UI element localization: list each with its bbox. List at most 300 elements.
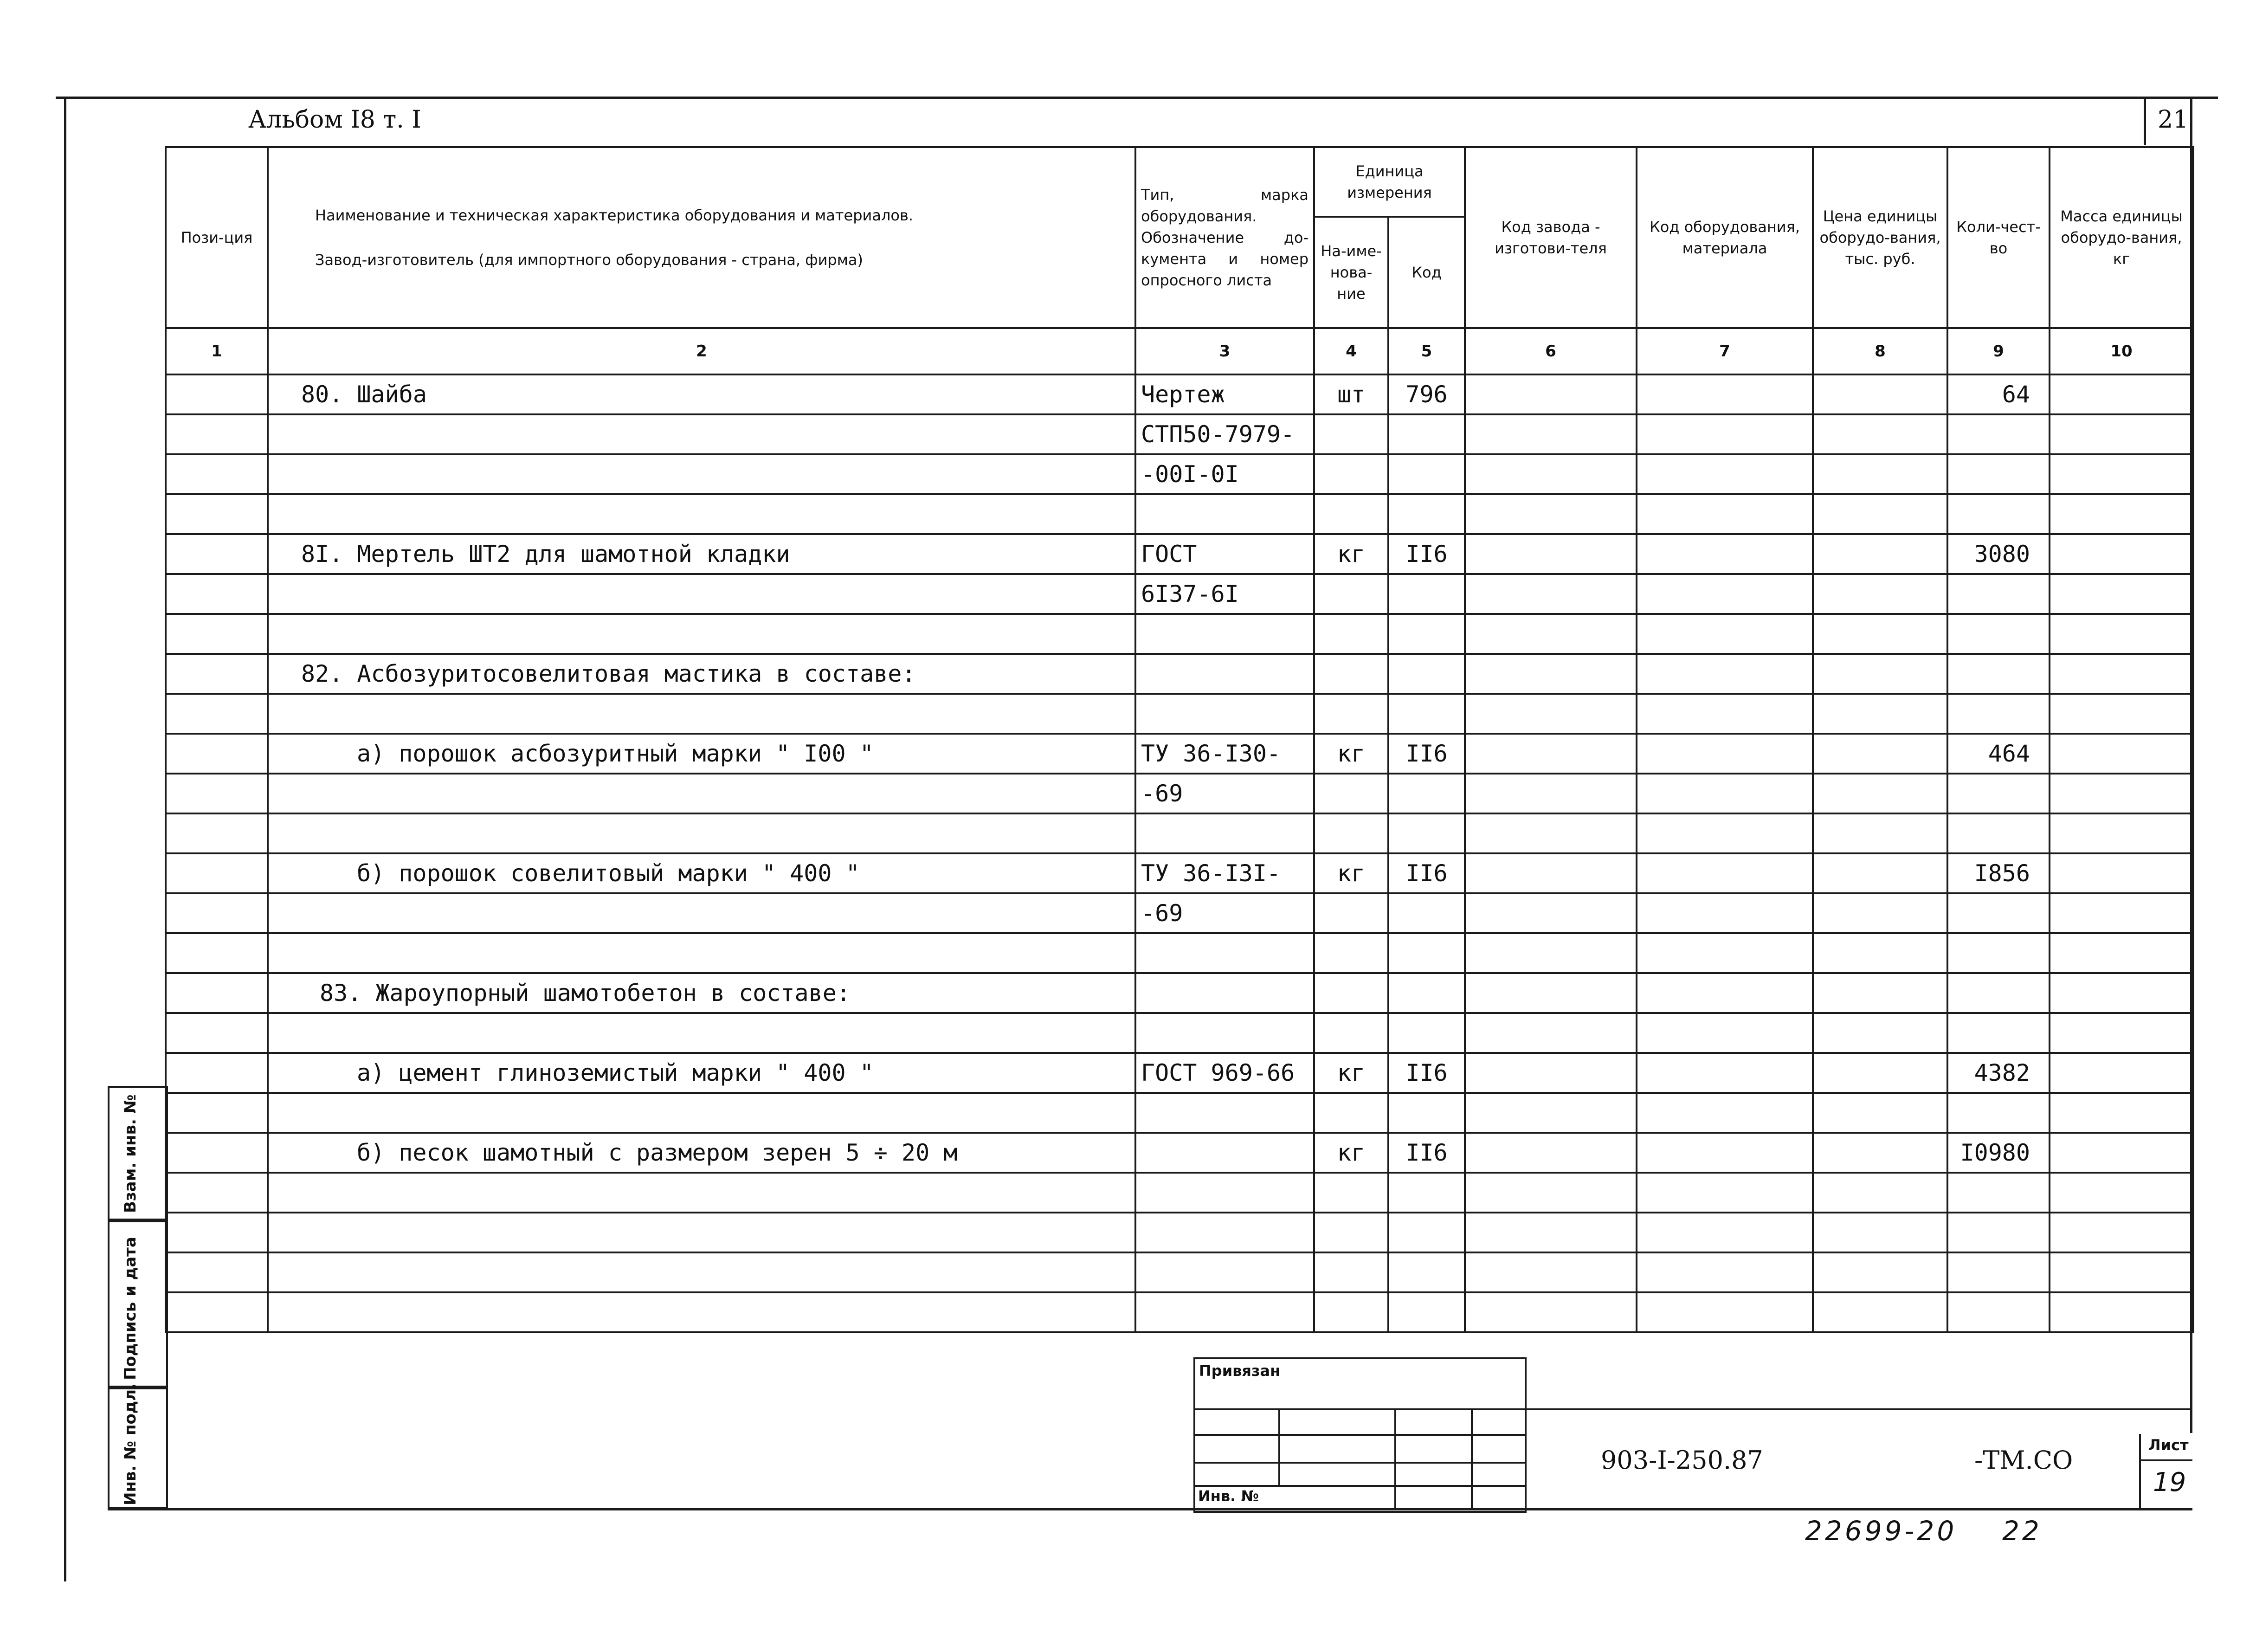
table-row [166,1093,2193,1133]
cell-equipment-code [1637,1252,1813,1292]
cell-price [1813,853,1947,893]
cell-price [1813,1252,1947,1292]
column-number: 10 [2050,328,2193,374]
cell-position [166,454,268,494]
cell-equipment-code [1637,614,1813,654]
cell-price [1813,893,1947,933]
cell-unit [1314,813,1388,853]
cell-mass [2050,1252,2193,1292]
column-number: 2 [268,328,1135,374]
stamp-vline-1 [1278,1408,1280,1487]
cell-price [1813,1213,1947,1252]
table-row [166,614,2193,654]
cell-quantity [1947,1013,2050,1053]
cell-unit-code [1388,494,1465,534]
cell-quantity [1947,1173,2050,1213]
stamp-main-top [1527,1408,2192,1410]
cell-factory-code [1465,414,1637,454]
stamp-hline-1 [1193,1408,1527,1410]
cell-name: а) цемент глиноземистый марки " 400 " [268,1053,1135,1093]
cell-unit-code [1388,654,1465,694]
table-row [166,1013,2193,1053]
cell-doc: ТУ 36-I3I- [1135,853,1314,893]
cell-factory-code [1465,893,1637,933]
cell-quantity: 3080 [1947,534,2050,574]
cell-price [1813,1093,1947,1133]
cell-doc: 6I37-6I [1135,574,1314,614]
cell-doc: -69 [1135,774,1314,813]
cell-doc [1135,654,1314,694]
cell-doc: -00I-0I [1135,454,1314,494]
cell-name [268,574,1135,614]
cell-unit [1314,1213,1388,1252]
cell-unit-code [1388,893,1465,933]
table-row [166,893,2193,933]
table-row [166,1133,2193,1173]
cell-position [166,933,268,973]
cell-doc [1135,494,1314,534]
table-row [166,534,2193,574]
cell-mass [2050,1093,2193,1133]
cell-factory-code [1465,774,1637,813]
corner-box-left [2144,97,2146,145]
cell-unit-code: II6 [1388,534,1465,574]
cell-price [1813,694,1947,734]
cell-name [268,1093,1135,1133]
cell-factory-code [1465,614,1637,654]
col-header-quantity: Коли-чест-во [1947,147,2050,328]
cell-name [268,1292,1135,1332]
sheet-number: 19 [2153,1467,2186,1497]
col-header-name-line1: Наименование и техническая характеристика оборудования и материалов. [315,206,913,224]
cell-position [166,494,268,534]
cell-price [1813,454,1947,494]
table-row [166,1252,2193,1292]
cell-equipment-code [1637,414,1813,454]
cell-doc: ТУ 36-I30- [1135,734,1314,774]
cell-mass [2050,973,2193,1013]
cell-factory-code [1465,1093,1637,1133]
table-row [166,454,2193,494]
sheet-box-left [2139,1434,2141,1510]
cell-price [1813,614,1947,654]
cell-unit-code: II6 [1388,1133,1465,1173]
cell-unit-code: II6 [1388,734,1465,774]
table-row [166,494,2193,534]
cell-factory-code [1465,853,1637,893]
table-row [166,813,2193,853]
cell-doc [1135,1093,1314,1133]
cell-unit: кг [1314,1133,1388,1173]
cell-quantity [1947,414,2050,454]
cell-equipment-code [1637,574,1813,614]
cell-equipment-code [1637,933,1813,973]
cell-equipment-code [1637,374,1813,414]
specification-table [165,146,2194,1333]
cell-position [166,853,268,893]
side-label-inv-podl: Инв. № подл. [121,1383,140,1505]
column-number: 6 [1465,328,1637,374]
cell-unit [1314,494,1388,534]
corner-page-number: 21 [2158,106,2189,134]
cell-equipment-code [1637,1013,1813,1053]
cell-mass [2050,1292,2193,1332]
cell-name [268,1173,1135,1213]
col-header-equipment-code: Код оборудования, материала [1637,147,1813,328]
cell-name [268,694,1135,734]
sheet-box-divider [2139,1459,2192,1461]
stamp-hline-2 [1193,1434,1527,1436]
cell-mass [2050,853,2193,893]
cell-mass [2050,494,2193,534]
col-header-type: Тип, марка оборудования. Обозначение до-кумента и номер опросного листа [1135,147,1314,328]
cell-factory-code [1465,574,1637,614]
cell-quantity [1947,694,2050,734]
cell-mass [2050,414,2193,454]
cell-equipment-code [1637,734,1813,774]
cell-factory-code [1465,1252,1637,1292]
cell-unit-code [1388,933,1465,973]
cell-mass [2050,774,2193,813]
cell-quantity [1947,813,2050,853]
cell-mass [2050,734,2193,774]
table-row [166,1173,2193,1213]
column-number: 3 [1135,328,1314,374]
cell-quantity [1947,614,2050,654]
cell-mass [2050,574,2193,614]
table-row [166,574,2193,614]
cell-position [166,1093,268,1133]
side-field-vzam [108,1086,168,1220]
cell-name: 8I. Мертель ШТ2 для шамотной кладки [268,534,1135,574]
table-row [166,694,2193,734]
col-header-unit-group: Единица измерения [1314,147,1465,217]
cell-mass [2050,1133,2193,1173]
cell-factory-code [1465,534,1637,574]
cell-unit: кг [1314,853,1388,893]
sheet-label: Лист [2148,1436,2189,1454]
archive-number: 22699-20 [1805,1515,1957,1547]
cell-unit-code: 796 [1388,374,1465,414]
cell-unit: кг [1314,734,1388,774]
cell-equipment-code [1637,893,1813,933]
cell-price [1813,933,1947,973]
cell-name: 83. Жароупорный шамотобетон в составе: [268,973,1135,1013]
stamp-privyazan-label: Привязан [1199,1362,1281,1380]
cell-doc: ГОСТ 969-66 [1135,1053,1314,1093]
cell-price [1813,734,1947,774]
cell-factory-code [1465,813,1637,853]
cell-price [1813,1173,1947,1213]
col-header-unit-code: Код [1388,217,1465,328]
cell-equipment-code [1637,694,1813,734]
table-row [166,374,2193,414]
cell-position [166,1053,268,1093]
cell-quantity: 464 [1947,734,2050,774]
cell-name [268,893,1135,933]
side-label-vzam: Взам. инв. № [121,1094,140,1213]
cell-position [166,1213,268,1252]
col-header-factory-code: Код завода - изготови-теля [1465,147,1637,328]
cell-unit-code [1388,973,1465,1013]
cell-name [268,454,1135,494]
cell-factory-code [1465,454,1637,494]
cell-unit [1314,454,1388,494]
cell-equipment-code [1637,454,1813,494]
col-header-position: Пози-ция [166,147,268,328]
cell-quantity [1947,654,2050,694]
cell-position [166,893,268,933]
col-header-name [268,147,1135,328]
col-header-mass: Масса единицы оборудо-вания, кг [2050,147,2193,328]
cell-unit-code [1388,1093,1465,1133]
cell-unit [1314,614,1388,654]
cell-factory-code [1465,734,1637,774]
cell-unit [1314,1173,1388,1213]
table-row [166,1292,2193,1332]
column-number: 5 [1388,328,1465,374]
cell-mass [2050,893,2193,933]
cell-name: б) порошок совелитовый марки " 400 " [268,853,1135,893]
cell-quantity [1947,893,2050,933]
cell-unit: кг [1314,1053,1388,1093]
col-header-name-line2: Завод-изготовитель (для импортного оборудования - страна, фирма) [315,251,863,269]
cell-doc [1135,813,1314,853]
cell-unit-code [1388,1013,1465,1053]
cell-mass [2050,614,2193,654]
cell-unit [1314,414,1388,454]
frame-left-line [64,97,66,1581]
cell-position [166,774,268,813]
cell-position [166,654,268,694]
cell-position [166,1173,268,1213]
cell-doc [1135,933,1314,973]
cell-name: б) песок шамотный с размером зерен 5 ÷ 20 м [268,1133,1135,1173]
cell-unit-code [1388,574,1465,614]
cell-unit [1314,973,1388,1013]
cell-factory-code [1465,1173,1637,1213]
cell-position [166,1292,268,1332]
cell-name [268,774,1135,813]
cell-doc: СТП50-7979- [1135,414,1314,454]
column-number: 1 [166,328,268,374]
cell-quantity: I856 [1947,853,2050,893]
cell-factory-code [1465,973,1637,1013]
column-number: 4 [1314,328,1388,374]
cell-mass [2050,1053,2193,1093]
cell-price [1813,813,1947,853]
cell-equipment-code [1637,1093,1813,1133]
cell-unit [1314,654,1388,694]
cell-position [166,813,268,853]
side-label-podpis: Подпись и дата [121,1237,140,1380]
cell-position [166,973,268,1013]
cell-equipment-code [1637,853,1813,893]
cell-unit [1314,1252,1388,1292]
cell-doc: -69 [1135,893,1314,933]
cell-unit [1314,933,1388,973]
cell-price [1813,494,1947,534]
cell-factory-code [1465,1292,1637,1332]
cell-factory-code [1465,494,1637,534]
frame-bottom-line [108,1508,2192,1510]
col-header-price: Цена единицы оборудо-вания, тыс. руб. [1813,147,1947,328]
cell-position [166,1133,268,1173]
document-suffix: -ТМ.СО [1974,1446,2073,1475]
table-row [166,973,2193,1013]
cell-mass [2050,654,2193,694]
cell-equipment-code [1637,534,1813,574]
document-designation: 903-I-250.87 [1601,1446,1763,1475]
cell-position [166,574,268,614]
cell-doc [1135,1252,1314,1292]
column-number: 9 [1947,328,2050,374]
cell-unit-code [1388,454,1465,494]
cell-price [1813,374,1947,414]
cell-price [1813,1292,1947,1332]
table-row [166,734,2193,774]
cell-equipment-code [1637,494,1813,534]
cell-mass [2050,1173,2193,1213]
cell-unit [1314,1013,1388,1053]
cell-mass [2050,374,2193,414]
cell-equipment-code [1637,1053,1813,1093]
cell-price [1813,973,1947,1013]
stamp-inv-no: Инв. № [1198,1487,1259,1505]
cell-name: 82. Асбозуритосовелитовая мастика в составе: [268,654,1135,694]
cell-equipment-code [1637,1292,1813,1332]
cell-quantity [1947,973,2050,1013]
cell-name [268,414,1135,454]
table-row [166,933,2193,973]
cell-price [1813,1013,1947,1053]
cell-unit-code [1388,614,1465,654]
cell-doc [1135,694,1314,734]
cell-name: 80. Шайба [268,374,1135,414]
cell-factory-code [1465,1013,1637,1053]
cell-quantity [1947,1093,2050,1133]
side-field-podpis [108,1220,168,1387]
stamp-vline-3 [1471,1408,1473,1510]
cell-equipment-code [1637,1133,1813,1173]
cell-quantity [1947,774,2050,813]
cell-name: а) порошок асбозуритный марки " I00 " [268,734,1135,774]
cell-factory-code [1465,1133,1637,1173]
cell-unit-code [1388,1252,1465,1292]
cell-doc [1135,1292,1314,1332]
cell-unit: кг [1314,534,1388,574]
cell-unit [1314,893,1388,933]
cell-factory-code [1465,694,1637,734]
cell-unit-code [1388,1213,1465,1252]
cell-quantity [1947,574,2050,614]
album-title: Альбом I8 т. I [248,106,421,134]
cell-factory-code [1465,1053,1637,1093]
cell-price [1813,414,1947,454]
cell-mass [2050,1213,2193,1252]
column-number: 7 [1637,328,1813,374]
cell-factory-code [1465,1213,1637,1252]
cell-quantity: 64 [1947,374,2050,414]
cell-unit-code: II6 [1388,853,1465,893]
cell-doc [1135,1013,1314,1053]
cell-price [1813,774,1947,813]
cell-unit-code [1388,694,1465,734]
cell-price [1813,654,1947,694]
cell-quantity: I0980 [1947,1133,2050,1173]
cell-unit [1314,1093,1388,1133]
cell-unit: шт [1314,374,1388,414]
cell-name [268,1013,1135,1053]
table-row [166,654,2193,694]
cell-position [166,614,268,654]
column-number: 8 [1813,328,1947,374]
cell-name [268,494,1135,534]
cell-name [268,1252,1135,1292]
cell-equipment-code [1637,774,1813,813]
cell-name [268,614,1135,654]
cell-position [166,534,268,574]
table-row [166,414,2193,454]
cell-factory-code [1465,933,1637,973]
cell-equipment-code [1637,1173,1813,1213]
cell-doc [1135,1133,1314,1173]
cell-position [166,734,268,774]
cell-quantity [1947,933,2050,973]
cell-equipment-code [1637,813,1813,853]
cell-mass [2050,534,2193,574]
cell-equipment-code [1637,1213,1813,1252]
stamp-hline-3 [1193,1462,1527,1464]
cell-unit [1314,694,1388,734]
stamp-vline-2 [1394,1408,1396,1510]
cell-unit [1314,574,1388,614]
table-row [166,1213,2193,1252]
cell-price [1813,1133,1947,1173]
cell-mass [2050,813,2193,853]
cell-unit-code [1388,414,1465,454]
cell-unit [1314,774,1388,813]
cell-position [166,1252,268,1292]
col-header-unit-name: На-име-нова-ние [1314,217,1388,328]
cell-factory-code [1465,654,1637,694]
side-field-inv-podl [108,1383,168,1509]
cell-doc [1135,1213,1314,1252]
cell-position [166,694,268,734]
table-row [166,1053,2193,1093]
cell-doc [1135,973,1314,1013]
cell-doc [1135,1173,1314,1213]
cell-quantity: 4382 [1947,1053,2050,1093]
cell-quantity [1947,1292,2050,1332]
table-row [166,774,2193,813]
cell-price [1813,1053,1947,1093]
cell-name [268,813,1135,853]
cell-position [166,374,268,414]
cell-mass [2050,454,2193,494]
cell-price [1813,574,1947,614]
cell-unit-code [1388,1292,1465,1332]
cell-unit [1314,1292,1388,1332]
cell-position [166,1013,268,1053]
cell-unit-code [1388,774,1465,813]
cell-position [166,414,268,454]
cell-factory-code [1465,374,1637,414]
page-number: 22 [2002,1515,2042,1547]
cell-unit-code [1388,813,1465,853]
cell-mass [2050,1013,2193,1053]
cell-equipment-code [1637,654,1813,694]
